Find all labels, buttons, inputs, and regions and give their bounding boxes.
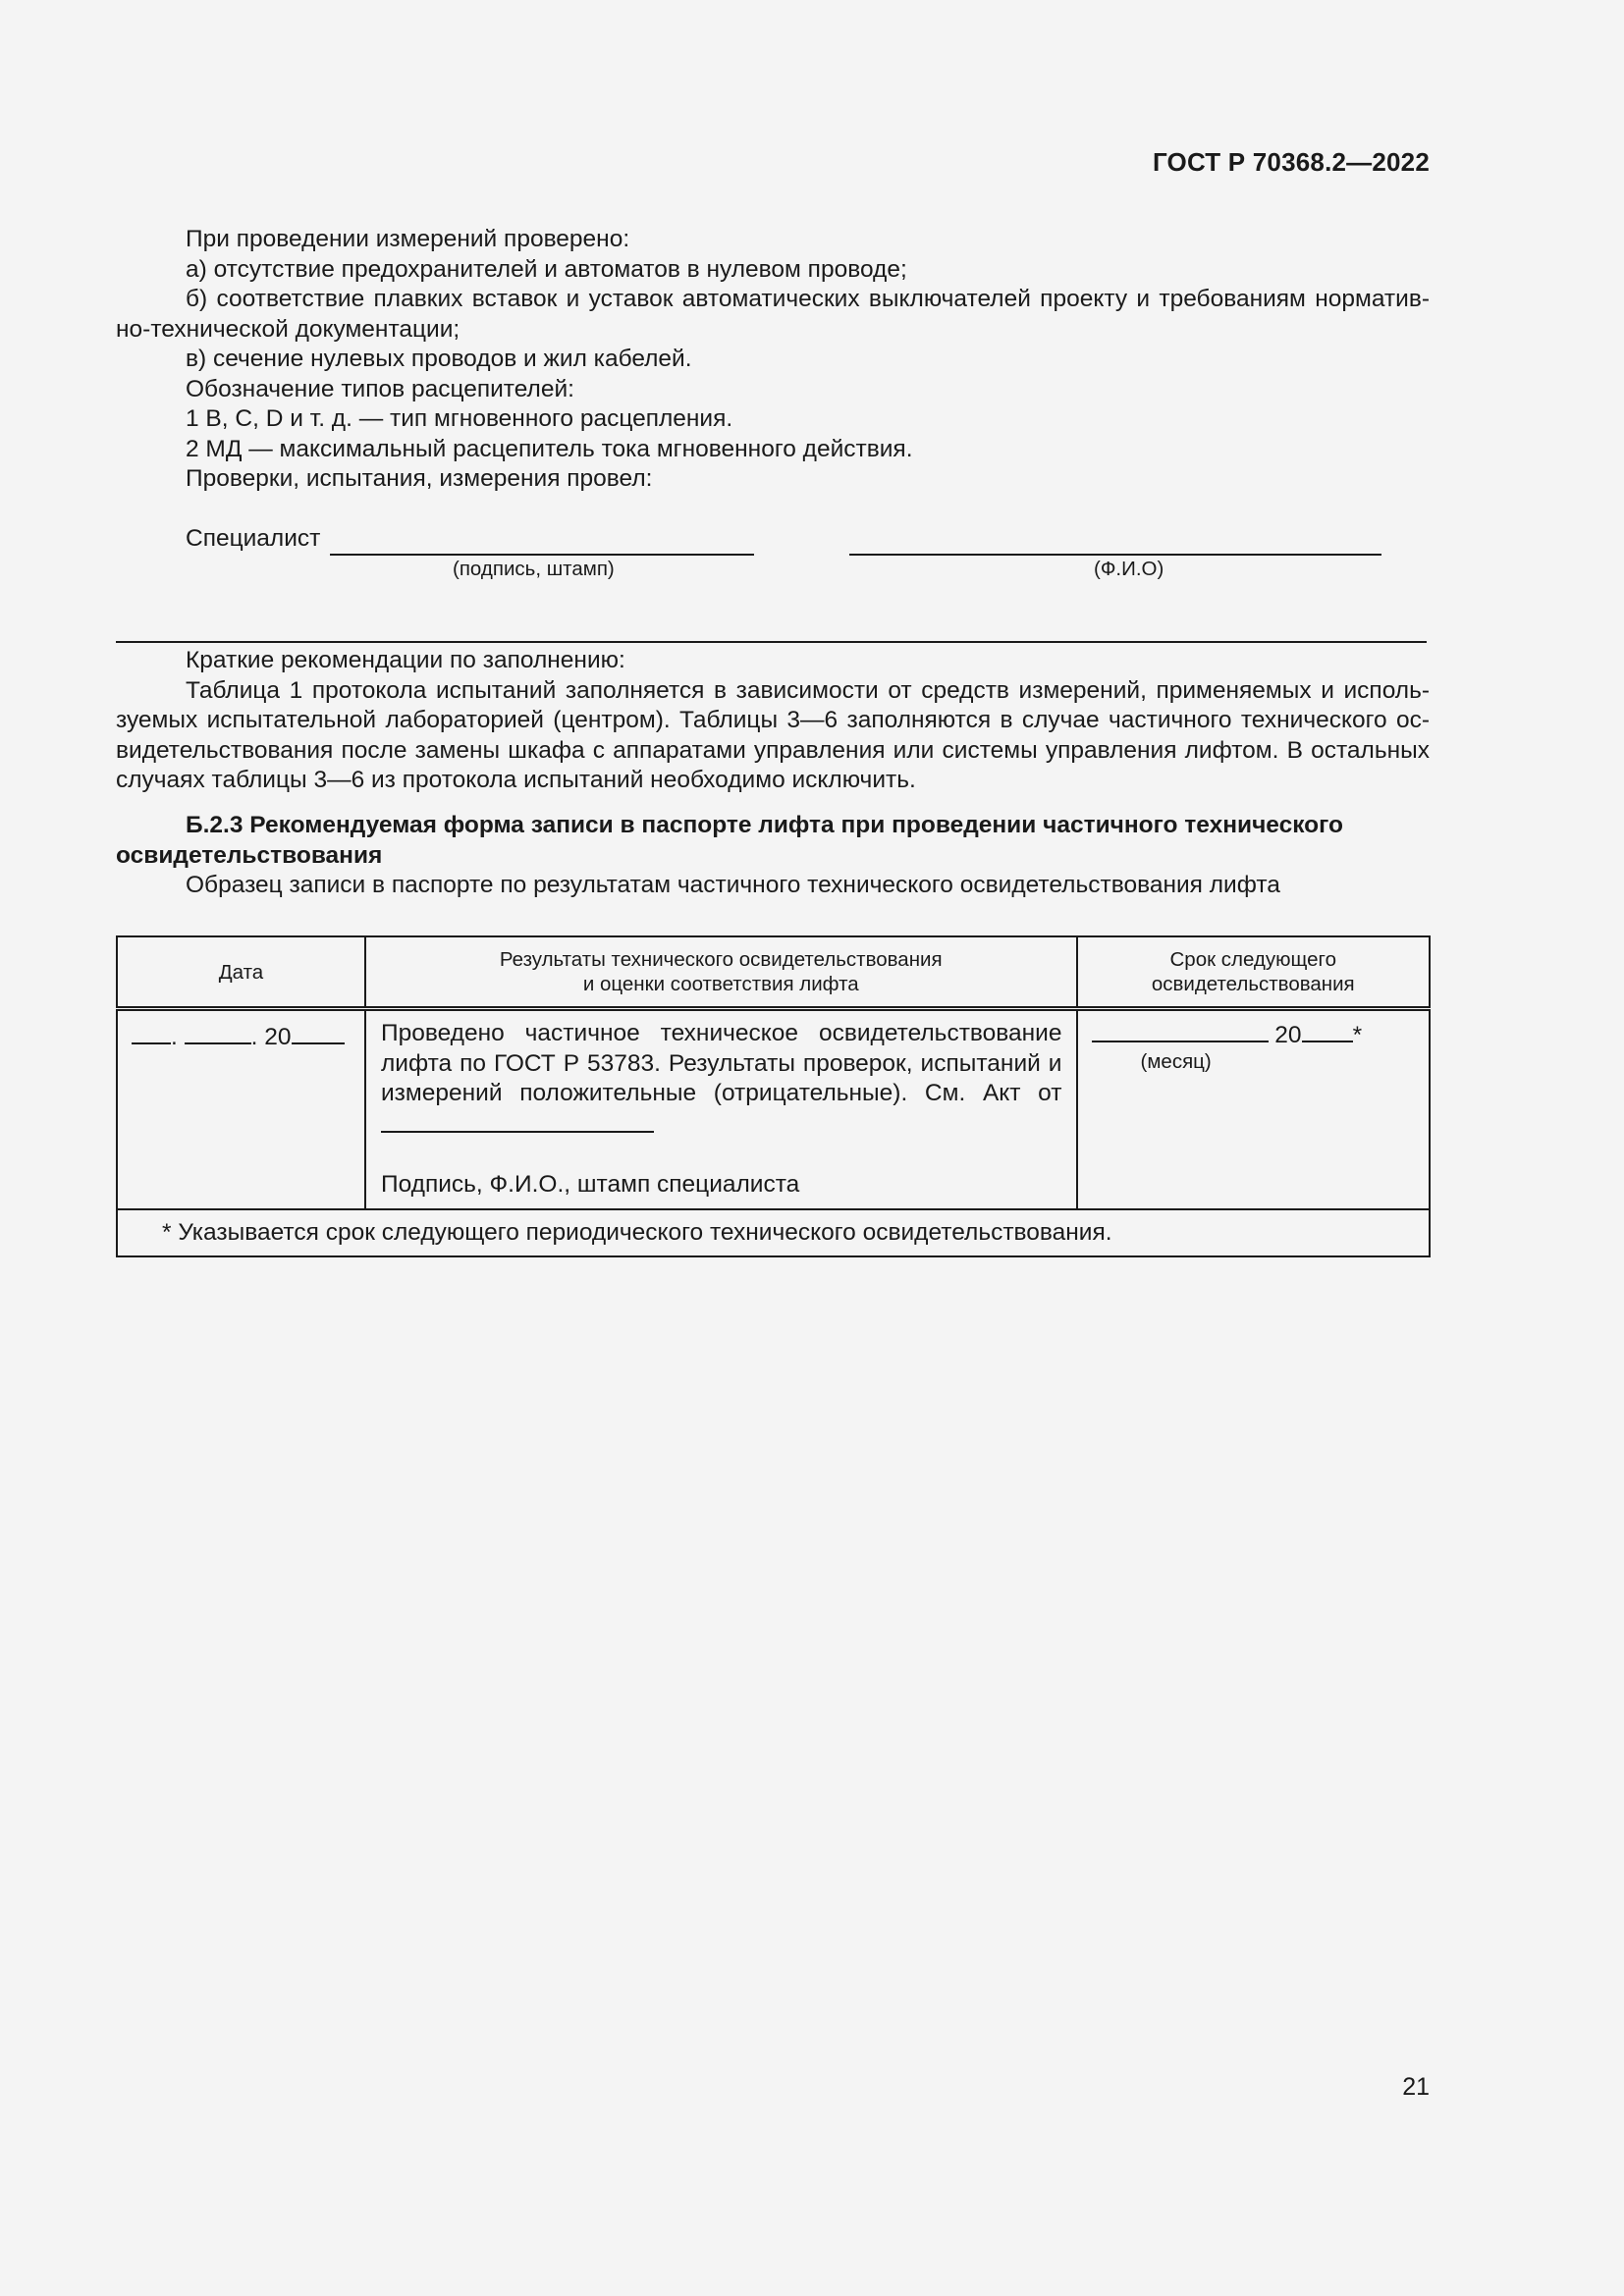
act-date-blank <box>381 1109 654 1133</box>
checks-item-b: б) соответствие плавких вставок и уставок автоматических выключателей проекту и требованиям норматив-но-технической документации; <box>116 286 1430 343</box>
next-year-prefix: 20 <box>1268 1022 1302 1048</box>
release-types-title: Обозначение типов расцепителей: <box>186 375 574 402</box>
next-date-line <box>1092 1019 1416 1050</box>
checks-item-a: а) отсутствие предохранителей и автоматов в нулевом проводе; <box>186 255 907 283</box>
release-type-2: 2 МД — максимальный расцепитель тока мгновенного действия. <box>186 435 913 462</box>
checks-intro: При проведении измерений проверено: <box>186 226 630 252</box>
release-type-1: 1 В, С, D и т. д. — тип мгновенного расцепления. <box>186 405 733 432</box>
header-results-line1: Результаты технического освидетельствования <box>499 948 943 971</box>
table-row <box>117 1009 1430 1209</box>
name-line <box>849 554 1381 556</box>
signature-line <box>330 554 754 556</box>
footnote-marker: * <box>1352 1022 1363 1048</box>
header-results <box>365 936 1077 1009</box>
month-blank <box>185 1021 251 1044</box>
footnote-cell <box>117 1209 1430 1256</box>
date-cell <box>117 1009 365 1209</box>
date-separator: . <box>171 1024 178 1050</box>
footnote-text: * Указывается срок следующего периодического технического освидетельствования. <box>162 1218 1112 1246</box>
next-month-blank <box>1092 1019 1269 1042</box>
result-text: Проведено частичное техническое освидетельствование лифта по ГОСТ Р 53783. Результаты проверок, испытаний и измерений положительные (отрицательные). См. Акт от <box>380 1020 1062 1106</box>
passport-record-table <box>116 935 1431 1257</box>
performed-by-label: Проверки, испытания, измерения провел: <box>186 465 653 492</box>
next-date-cell <box>1077 1009 1431 1209</box>
date-year-prefix: . 20 <box>250 1024 292 1050</box>
checks-section <box>116 225 1430 495</box>
header-next-line1: Срок следующего <box>1169 948 1336 971</box>
header-date <box>117 936 365 1009</box>
signature-caption: (подпись, штамп) <box>453 558 615 580</box>
document-code: ГОСТ Р 70368.2—2022 <box>1152 147 1430 177</box>
result-text-block <box>381 1019 1062 1141</box>
checks-item-v: в) сечение нулевых проводов и жил кабелей. <box>186 346 692 372</box>
header-results-line2: и оценки соответствия лифта <box>582 973 859 995</box>
divider <box>116 641 1427 643</box>
year-blank <box>292 1021 345 1044</box>
day-blank <box>132 1021 171 1044</box>
section-b23 <box>116 811 1430 901</box>
table-header-row <box>117 936 1430 1009</box>
header-next-line2: освидетельствования <box>1151 973 1355 995</box>
spacer <box>381 1141 1062 1170</box>
recommendations-section <box>116 646 1430 796</box>
header-next-date <box>1077 936 1431 1009</box>
month-caption: (месяц) <box>1140 1050 1212 1073</box>
recommendations-title: Краткие рекомендации по заполнению: <box>186 647 625 673</box>
header-date-label: Дата <box>218 960 264 984</box>
footnote-row <box>117 1209 1430 1256</box>
recommendations-text: Таблица 1 протокола испытаний заполняется в зависимости от средств измерений, применяемых и исполь-зуемых испытательной лабораторией (центром). Таблицы 3—6 заполняются в случае частичного технического ос-видетельствования после замены шкафа с аппаратами управления или системы управления лифтом. В остальных случаях таблицы 3—6 из протокола испытаний необходимо исключить. <box>116 676 1430 793</box>
page-number: 21 <box>1402 2073 1430 2101</box>
result-signature-line: Подпись, Ф.И.О., штамп специалиста <box>380 1171 800 1198</box>
name-caption: (Ф.И.О) <box>1094 558 1164 580</box>
section-subtitle: Образец записи в паспорте по результатам частичного технического освидетельствования лифта <box>186 872 1280 898</box>
next-year-blank <box>1302 1019 1353 1042</box>
specialist-label: Специалист <box>186 525 321 552</box>
result-cell <box>365 1009 1077 1209</box>
section-heading: Б.2.3 Рекомендуемая форма записи в паспорте лифта при проведении частичного технического освидетельствования <box>116 812 1343 869</box>
